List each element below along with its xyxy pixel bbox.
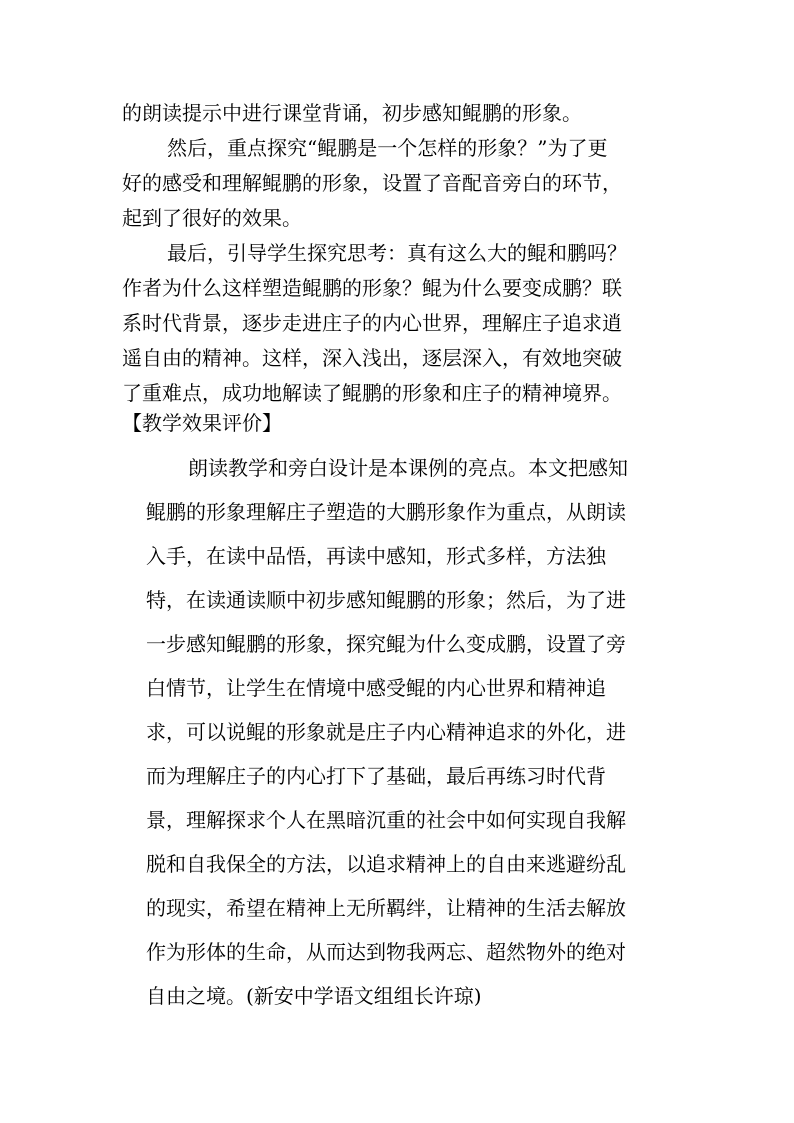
text-line: 作者为什么这样塑造鲲鹏的形象？鲲为什么要变成鹏？联	[122, 276, 622, 300]
text-line: 然后，重点探究“鲲鹏是一个怎样的形象？”为了更	[167, 136, 608, 160]
evaluation-text	[146, 446, 706, 1018]
text-line: 白情节，让学生在情境中感受鲲的内心世界和精神追	[146, 676, 606, 700]
text-line: 特，在读通读顺中初步感知鲲鹏的形象；然后，为了进	[146, 588, 626, 612]
text-line: 自由之境。(新安中学语文组组长许琼)	[146, 984, 482, 1008]
text-line: 系时代背景，逐步走进庄子的内心世界，理解庄子追求逍	[122, 311, 622, 335]
text-line: 起到了很好的效果。	[122, 206, 302, 230]
text-line: 一步感知鲲鹏的形象，探究鲲为什么变成鹏，设置了旁	[146, 632, 626, 656]
text-line: 好的感受和理解鲲鹏的形象，设置了音配音旁白的环节，	[122, 171, 622, 195]
text-line: 而为理解庄子的内心打下了基础，最后再练习时代背	[146, 764, 606, 788]
text-line: 朗读教学和旁白设计是本课例的亮点。本文把感知	[188, 456, 628, 480]
section-heading: 【教学效果评价】	[122, 411, 282, 435]
text-line: 入手，在读中品悟，再读中感知，形式多样，方法独	[146, 544, 606, 568]
text-line: 遥自由的精神。这样，深入浅出，逐层深入，有效地突破	[122, 346, 622, 370]
text-line: 求，可以说鲲的形象就是庄子内心精神追求的外化，进	[146, 720, 626, 744]
text-line: 鲲鹏的形象理解庄子塑造的大鹏形象作为重点，从朗读	[146, 500, 626, 524]
text-line: 景，理解探求个人在黑暗沉重的社会中如何实现自我解	[146, 808, 626, 832]
text-line: 了重难点，成功地解读了鲲鹏的形象和庄子的精神境界。	[122, 381, 622, 405]
text-line: 的现实，希望在精神上无所羁绊，让精神的生活去解放	[146, 896, 626, 920]
text-line: 的朗读提示中进行课堂背诵，初步感知鲲鹏的形象。	[122, 101, 582, 125]
teaching-process-text	[122, 96, 692, 411]
text-line: 作为形体的生命，从而达到物我两忘、超然物外的绝对	[146, 940, 626, 964]
text-line: 最后，引导学生探究思考：真有这么大的鲲和鹏吗？	[167, 241, 627, 265]
text-line: 脱和自我保全的方法，以追求精神上的自由来逃避纷乱	[146, 852, 626, 876]
